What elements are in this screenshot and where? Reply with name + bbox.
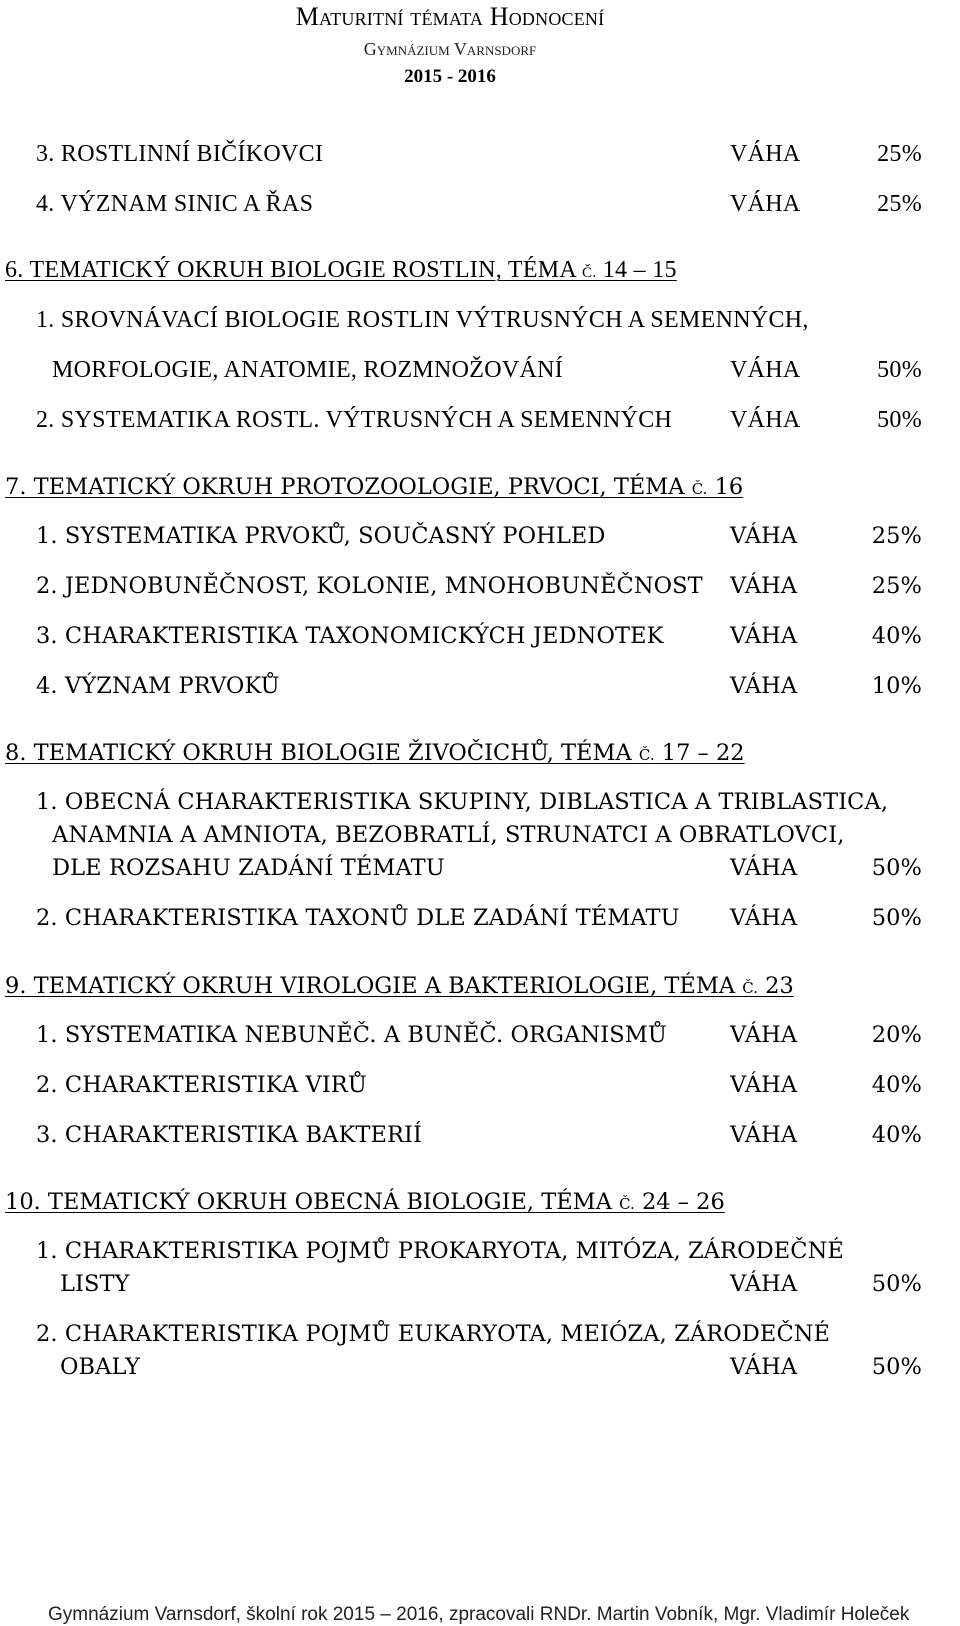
school-year: 2015 - 2016 [404,66,496,87]
weight-label: VÁHA [730,855,798,881]
section-heading-range: 16 [707,474,744,500]
topic-label: 1. CHARAKTERISTIKA POJMŮ PROKARYOTA, MITÓZA, ZÁRODEČNÉ [36,1238,844,1264]
topic-label: 1. SYSTEMATIKA PRVOKŮ, SOUČASNÝ POHLED [36,523,606,549]
weight-label: VÁHA [730,141,801,167]
weight-label: VÁHA [730,905,798,931]
weight-label: VÁHA [730,1072,798,1098]
section-heading [5,973,794,999]
weight-percent: 20% [871,1022,922,1048]
section-heading-abbr: Č. [638,746,655,764]
section-heading-text: 9. TEMATICKÝ OKRUH VIROLOGIE A BAKTERIOLOGIE, TÉMA [5,973,743,999]
topic-label: 3. ROSTLINNÍ BIČÍKOVCI [36,141,324,167]
weight-label: VÁHA [730,623,798,649]
topic-label: ANAMNIA A AMNIOTA, BEZOBRATLÍ, STRUNATCI A OBRATLOVCI, [52,822,845,848]
school-name: Gymnázium Varnsdorf [363,39,537,59]
weight-percent: 40% [871,1072,922,1098]
topic-label: 4. VÝZNAM PRVOKŮ [36,673,280,699]
topic-label: 3. CHARAKTERISTIKA TAXONOMICKÝCH JEDNOTEK [36,623,664,649]
section-heading [5,474,743,500]
section-heading-abbr: Č. [691,480,708,498]
section-heading-text: 6. TEMATICKÝ OKRUH BIOLOGIE ROSTLIN, TÉMA [5,257,583,283]
topic-label: 3. CHARAKTERISTIKA BAKTERIÍ [36,1122,423,1148]
topic-label: 2. JEDNOBUNĚČNOST, KOLONIE, MNOHOBUNĚČNOST [36,573,703,599]
topic-label: 1. SROVNÁVACÍ BIOLOGIE ROSTLIN VÝTRUSNÝCH A SEMENNÝCH, [36,307,809,333]
weight-percent: 40% [871,623,922,649]
weight-percent: 50% [877,407,922,433]
weight-label: VÁHA [730,573,798,599]
weight-label: VÁHA [730,1354,798,1380]
section-heading [5,257,677,284]
section-heading-abbr: Č. [742,979,758,997]
document-title: Maturitní témata Hodnocení [295,2,605,31]
weight-percent: 25% [877,141,922,167]
weight-percent: 50% [871,1271,922,1297]
weight-percent: 10% [871,673,922,699]
topic-label: LISTY [60,1271,130,1297]
section-heading-range: 14 – 15 [596,257,677,283]
weight-label: VÁHA [730,1122,798,1148]
topic-label: 1. OBECNÁ CHARAKTERISTIKA SKUPINY, DIBLASTICA A TRIBLASTICA, [36,789,889,815]
weight-percent: 50% [877,357,922,383]
weight-label: VÁHA [730,1271,798,1297]
weight-label: VÁHA [730,191,801,217]
topic-label: 2. CHARAKTERISTIKA VIRŮ [36,1072,367,1098]
weight-label: VÁHA [730,357,801,383]
weight-percent: 25% [871,573,922,599]
topic-label: 4. VÝZNAM SINIC A ŘAS [36,191,314,217]
topic-label: 1. SYSTEMATIKA NEBUNĚČ. A BUNĚČ. ORGANISMŮ [36,1022,667,1048]
topic-label: DLE ROZSAHU ZADÁNÍ TÉMATU [52,855,445,881]
topic-label: OBALY [60,1354,141,1380]
weight-label: VÁHA [730,673,798,699]
weight-label: VÁHA [730,1022,798,1048]
weight-percent: 40% [871,1122,922,1148]
topic-label: MORFOLOGIE, ANATOMIE, ROZMNOŽOVÁNÍ [52,357,564,383]
page-footer: Gymnázium Varnsdorf, školní rok 2015 – 2016, zpracovali RNDr. Martin Vobník, Mgr. Vladimír Holeček [48,1604,910,1625]
section-heading-text: 10. TEMATICKÝ OKRUH OBECNÁ BIOLOGIE, TÉMA [5,1189,620,1215]
section-heading-text: 8. TEMATICKÝ OKRUH BIOLOGIE ŽIVOČICHŮ, TÉMA [5,740,639,766]
section-heading [5,1189,725,1215]
section-heading-abbr: Č. [619,1195,635,1213]
weight-label: VÁHA [730,407,801,433]
topic-label: 2. CHARAKTERISTIKA POJMŮ EUKARYOTA, MEIÓZA, ZÁRODEČNÉ [36,1321,831,1347]
section-heading-range: 24 – 26 [634,1189,725,1215]
weight-percent: 25% [871,523,922,549]
topic-label: 2. CHARAKTERISTIKA TAXONŮ DLE ZADÁNÍ TÉMATU [36,905,680,931]
weight-percent: 50% [871,855,922,881]
section-heading-text: 7. TEMATICKÝ OKRUH PROTOZOOLOGIE, PRVOCI, TÉMA [5,474,692,500]
section-heading [5,740,745,766]
weight-percent: 50% [871,905,922,931]
weight-percent: 50% [871,1354,922,1380]
section-heading-range: 17 – 22 [654,740,745,766]
topic-label: 2. SYSTEMATIKA ROSTL. VÝTRUSNÝCH A SEMENNÝCH [36,407,673,433]
section-heading-range: 23 [757,973,794,999]
weight-label: VÁHA [730,523,798,549]
section-heading-abbr: Č. [582,265,597,281]
weight-percent: 25% [877,191,922,217]
